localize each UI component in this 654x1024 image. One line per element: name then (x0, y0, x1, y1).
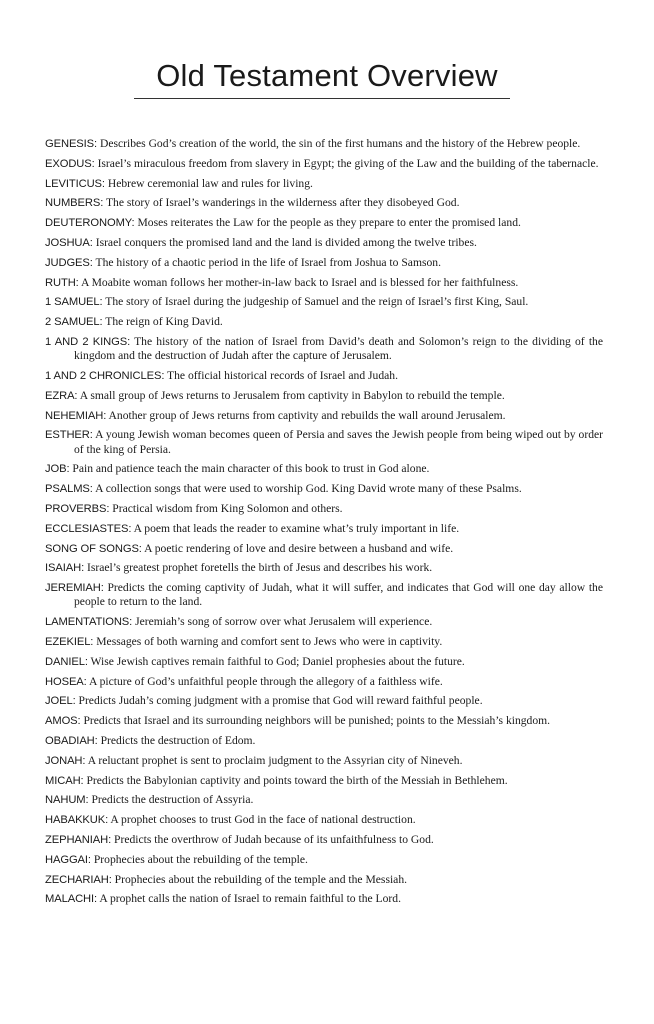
book-entry (45, 157, 603, 171)
book-name: EZEKIEL: (45, 635, 94, 648)
book-name: ECCLESIASTES: (45, 522, 132, 535)
book-entry (45, 216, 603, 230)
book-description: Prophecies about the rebuilding of the temple. (93, 852, 308, 866)
book-name: JUDGES: (45, 256, 93, 269)
book-name: HOSEA: (45, 675, 87, 688)
book-description: Israel’s greatest prophet foretells the birth of Jesus and describes his work. (87, 561, 433, 575)
book-description: Jeremiah’s song of sorrow over what Jerusalem will experience. (135, 615, 433, 629)
book-entry (45, 137, 603, 151)
book-description: A Moabite woman follows her mother-in-law back to Israel and is blessed for her faithfulness. (80, 275, 519, 289)
book-description: The history of a chaotic period in the life of Israel from Joshua to Samson. (95, 255, 441, 269)
book-entry (45, 581, 603, 609)
book-description: A young Jewish woman becomes queen of Persia and saves the Jewish people from being wiped out by order of the king of Persia. (74, 428, 603, 456)
book-description: Predicts the destruction of Assyria. (91, 793, 254, 807)
book-name: HABAKKUK: (45, 814, 109, 827)
book-entry (45, 754, 603, 768)
book-entry (45, 714, 603, 728)
book-name: DANIEL: (45, 655, 88, 668)
book-entry (45, 335, 603, 363)
book-entry (45, 655, 603, 669)
book-name: MALACHI: (45, 893, 98, 906)
book-entry (45, 873, 603, 887)
book-name: LAMENTATIONS: (45, 616, 133, 629)
book-entry (45, 177, 603, 191)
book-entry (45, 276, 603, 290)
book-description: Hebrew ceremonial law and rules for living. (107, 176, 313, 190)
book-entry (45, 694, 603, 708)
book-name: 1 AND 2 CHRONICLES: (45, 369, 165, 382)
book-description: A prophet calls the nation of Israel to remain faithful to the Lord. (99, 892, 401, 906)
book-entry (45, 482, 603, 496)
book-name: EZRA: (45, 389, 78, 402)
book-name: HAGGAI: (45, 853, 91, 866)
book-description: Predicts the Babylonian captivity and points toward the birth of the Messiah in Bethlehem. (86, 773, 508, 787)
book-description: Describes God’s creation of the world, the sin of the first humans and the history of the Hebrew people. (99, 137, 581, 150)
book-entry (45, 793, 603, 807)
book-entry (45, 833, 603, 847)
book-list (45, 137, 603, 912)
book-description: Wise Jewish captives remain faithful to God; Daniel prophesies about the future. (90, 654, 465, 668)
book-description: Another group of Jews returns from captivity and rebuilds the wall around Jerusalem. (108, 408, 506, 422)
book-entry (45, 236, 603, 250)
book-description: A prophet chooses to trust God in the face of national destruction. (110, 813, 416, 827)
book-name: DEUTERONOMY: (45, 217, 135, 230)
book-description: A picture of God’s unfaithful people through the allegory of a faithless wife. (88, 674, 443, 688)
book-entry (45, 409, 603, 423)
book-entry (45, 561, 603, 575)
book-description: Predicts the overthrow of Judah because of its unfaithfulness to God. (114, 832, 434, 846)
book-description: Israel conquers the promised land and the land is divided among the twelve tribes. (95, 235, 477, 249)
book-name: OBADIAH: (45, 734, 98, 747)
book-description: Predicts Judah’s coming judgment with a promise that God will reward faithful people. (78, 694, 483, 708)
book-name: NEHEMIAH: (45, 409, 107, 422)
book-description: A poetic rendering of love and desire between a husband and wife. (144, 541, 454, 555)
book-name: NUMBERS: (45, 197, 104, 210)
book-description: Messages of both warning and comfort sent to Jews who were in captivity. (96, 634, 443, 648)
book-name: ESTHER: (45, 429, 93, 442)
book-entry (45, 892, 603, 906)
book-entry (45, 389, 603, 403)
book-name: 1 AND 2 KINGS: (45, 335, 131, 348)
book-name: AMOS: (45, 715, 81, 728)
book-name: SONG OF SONGS: (45, 542, 142, 555)
book-description: Practical wisdom from King Solomon and others. (112, 501, 343, 515)
book-description: A poem that leads the reader to examine what’s truly important in life. (133, 521, 460, 535)
book-entry (45, 462, 603, 476)
book-description: The story of Israel’s wanderings in the wilderness after they disobeyed God. (105, 196, 460, 210)
book-name: LEVITICUS: (45, 177, 105, 190)
book-entry (45, 315, 603, 329)
book-entry (45, 853, 603, 867)
book-description: Predicts that Israel and its surrounding neighbors will be punished; points to the Messiah’s kingdom. (83, 714, 551, 728)
book-entry (45, 675, 603, 689)
book-description: The official historical records of Israel and Judah. (167, 368, 398, 382)
book-entry (45, 256, 603, 270)
book-name: JEREMIAH: (45, 582, 104, 595)
book-description: A reluctant prophet is sent to proclaim judgment to the Assyrian city of Nineveh. (87, 753, 463, 767)
book-name: JOB: (45, 463, 70, 476)
book-entry (45, 774, 603, 788)
book-name: EXODUS: (45, 157, 95, 170)
book-name: PROVERBS: (45, 502, 110, 515)
book-description: A small group of Jews returns to Jerusalem from captivity in Babylon to rebuild the temple. (79, 388, 505, 402)
book-name: PSALMS: (45, 483, 93, 496)
book-description: Predicts the destruction of Edom. (100, 733, 256, 747)
book-entry (45, 428, 603, 456)
book-description: The history of the nation of Israel from David’s death and Solomon’s reign to the dividing of the kingdom and the destruction of Judah after the capture of Jerusalem. (74, 334, 603, 363)
book-name: 2 SAMUEL: (45, 316, 103, 329)
book-name: GENESIS: (45, 138, 98, 150)
book-name: JOSHUA: (45, 236, 93, 249)
book-entry (45, 522, 603, 536)
book-name: ZECHARIAH: (45, 873, 112, 886)
book-entry (45, 542, 603, 556)
book-description: Moses reiterates the Law for the people as they prepare to enter the promised land. (137, 216, 521, 230)
book-description: Pain and patience teach the main character of this book to trust in God alone. (72, 462, 430, 476)
book-description: Israel’s miraculous freedom from slavery in Egypt; the giving of the Law and the building of the tabernacle. (97, 156, 599, 170)
book-entry (45, 615, 603, 629)
book-entry (45, 502, 603, 516)
book-description: The story of Israel during the judgeship of Samuel and the reign of Israel’s first King, Saul. (105, 295, 529, 309)
book-name: JOEL: (45, 695, 76, 708)
book-description: Prophecies about the rebuilding of the temple and the Messiah. (114, 872, 408, 886)
title-underline (134, 98, 510, 99)
book-name: RUTH: (45, 276, 79, 289)
book-entry (45, 196, 603, 210)
book-name: ZEPHANIAH: (45, 833, 112, 846)
book-entry (45, 635, 603, 649)
page-title: Old Testament Overview (156, 58, 498, 93)
book-description: The reign of King David. (105, 315, 223, 329)
book-name: NAHUM: (45, 794, 89, 807)
book-name: MICAH: (45, 774, 84, 787)
book-entry (45, 295, 603, 309)
book-name: 1 SAMUEL: (45, 296, 103, 309)
book-name: ISAIAH: (45, 562, 85, 575)
book-entry (45, 734, 603, 748)
book-entry (45, 369, 603, 383)
book-name: JONAH: (45, 754, 86, 767)
book-entry (45, 813, 603, 827)
book-description: Predicts the coming captivity of Judah, what it will suffer, and indicates that God will one day allow the people to return to the land. (74, 581, 603, 609)
book-description: A collection songs that were used to worship God. King David wrote many of these Psalms. (95, 482, 522, 496)
